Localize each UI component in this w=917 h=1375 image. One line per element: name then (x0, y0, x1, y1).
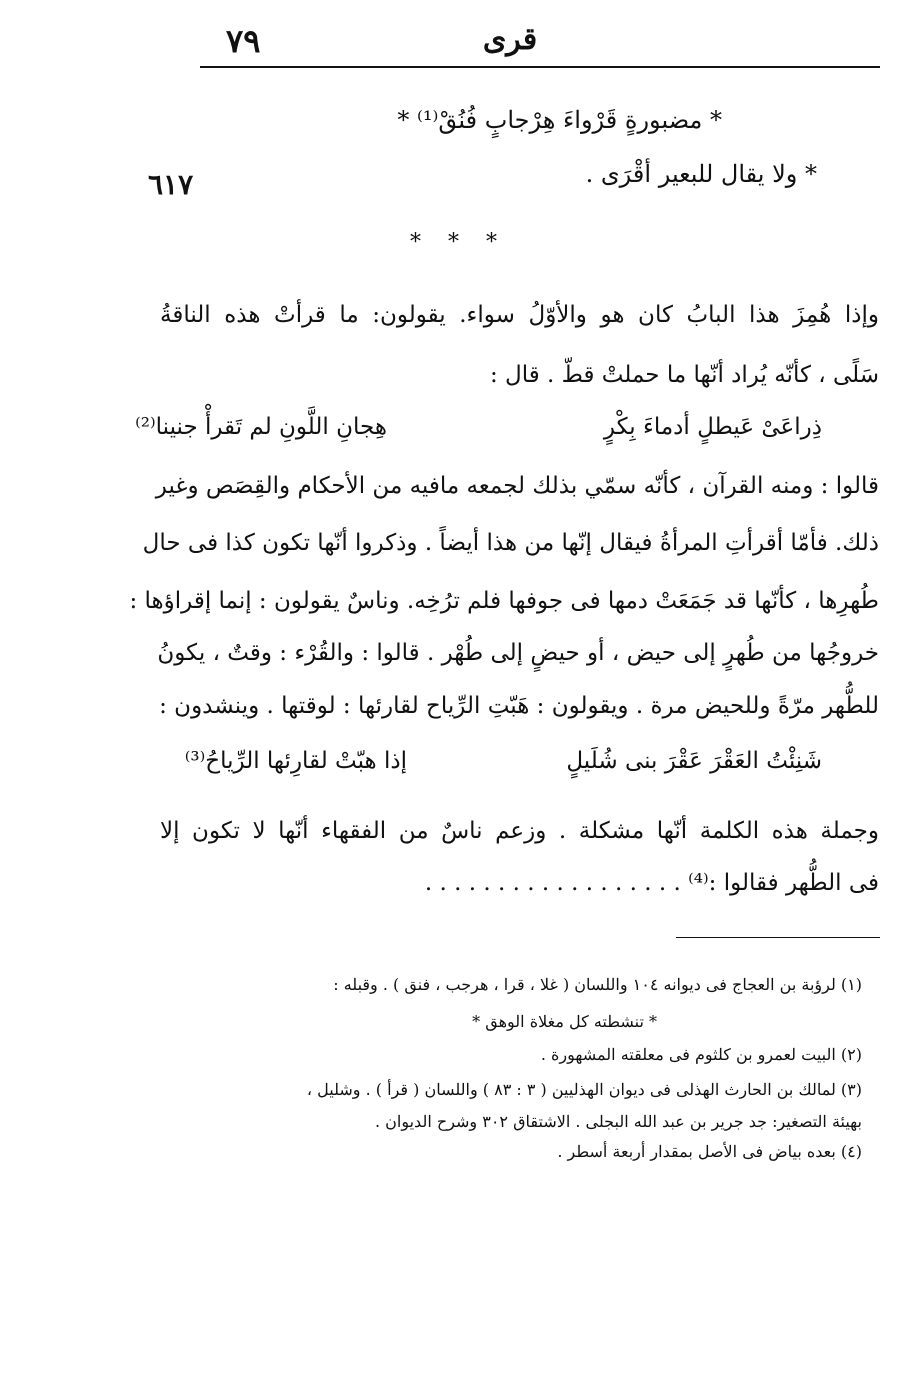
paragraph-2-line-4: خروجُها من طُهرٍ إلى حيض ، أو حيضٍ إلى طُهْر . قالوا : والقُرْء : وقتٌ ، يكونُ (157, 640, 879, 666)
verse-1-first-hemistich: ذِراعَىْ عَيطلٍ أدماءَ بِكْرٍ (603, 414, 822, 440)
top-verse: * مضبورةٍ قَرْواءَ هِرْجابٍ فُنُقْ⁽¹⁾ * (397, 106, 722, 134)
paragraph-3-line-2: فى الطُّهر فقالوا :⁽⁴⁾ . . . . . . . . . . . . . . . . . . (424, 870, 879, 896)
paragraph-2-line-3: طُهرِها ، كأنّها قد جَمَعَتْ دمها فى جوفها فلم ترُخِه. وناسٌ يقولون : إنما إقراؤها : (129, 588, 879, 614)
verse-2-first-hemistich: شَنِئْتُ العَقْرَ عَقْرَ بنى شُلَيلٍ (566, 748, 822, 774)
paragraph-1-line-2: سَلًى ، كأنّه يُراد أنّها ما حملتْ قطّ . قال : (489, 362, 879, 388)
header-rule (200, 66, 880, 68)
paragraph-2-line-5: للطُّهر مرّةً وللحيض مرة . ويقولون : هَبّتِ الرِّياح لقارئها : لوقتها . وينشدون : (159, 693, 879, 719)
footnote-4: (٤) بعده بياض فى الأصل بمقدار أربعة أسطر . (557, 1142, 862, 1161)
top-note: * ولا يقال للبعير أقْرَى . (585, 160, 817, 188)
footnote-rule (676, 937, 880, 938)
footnote-1: (١) لرؤبة بن العجاج فى ديوانه ١٠٤ واللسان ( غلا ، قرا ، هرجب ، فنق ) . وقبله : (333, 975, 862, 994)
margin-number: ٦١٧ (148, 168, 194, 201)
paragraph-2-line-1: قالوا : ومنه القرآن ، كأنّه سمّي بذلك لجمعه مافيه من الأحكام والقِصَص وغير (155, 473, 879, 499)
running-head: قرى (482, 22, 538, 57)
footnote-3-continued: بهيئة التصغير: جد جرير بن عبد الله البجلى . الاشتقاق ٣٠٢ وشرح الديوان . (374, 1112, 862, 1131)
paragraph-2-line-2: ذلك. فأمّا أقرأتِ المرأةُ فيقال إنّها من هذا أيضاً . وذكروا أنّها تكون كذا فى حال (142, 530, 879, 556)
verse-1-second-hemistich: هِجانِ اللَّونِ لم تَقرأْ جنينا⁽²⁾ (135, 414, 387, 440)
paragraph-1-line-1: وإذا هُمِزَ هذا البابُ كان هو والأوّلُ سواء. يقولون: ما قرأتْ هذه الناقةُ (160, 302, 879, 328)
paragraph-3-line-1: وجملة هذه الكلمة أنّها مشكلة . وزعم ناسٌ من الفقهاء أنّها لا تكون إلا (160, 818, 879, 844)
footnote-3: (٣) لمالك بن الحارث الهذلى فى ديوان الهذليين ( ٣ : ٨٣ ) واللسان ( قرأ ) . وشليل ، (306, 1080, 862, 1099)
page-number: ٧٩ (226, 22, 261, 60)
footnote-2: (٢) البيت لعمرو بن كلثوم فى معلقته المشهورة . (540, 1045, 862, 1064)
footnote-1-verse: * تنشطته كل مغلاة الوهق * (472, 1012, 657, 1031)
verse-2-second-hemistich: إذا هبّتْ لقارِئها الرِّياحُ⁽³⁾ (184, 748, 407, 774)
section-separator: * * * (410, 230, 507, 255)
